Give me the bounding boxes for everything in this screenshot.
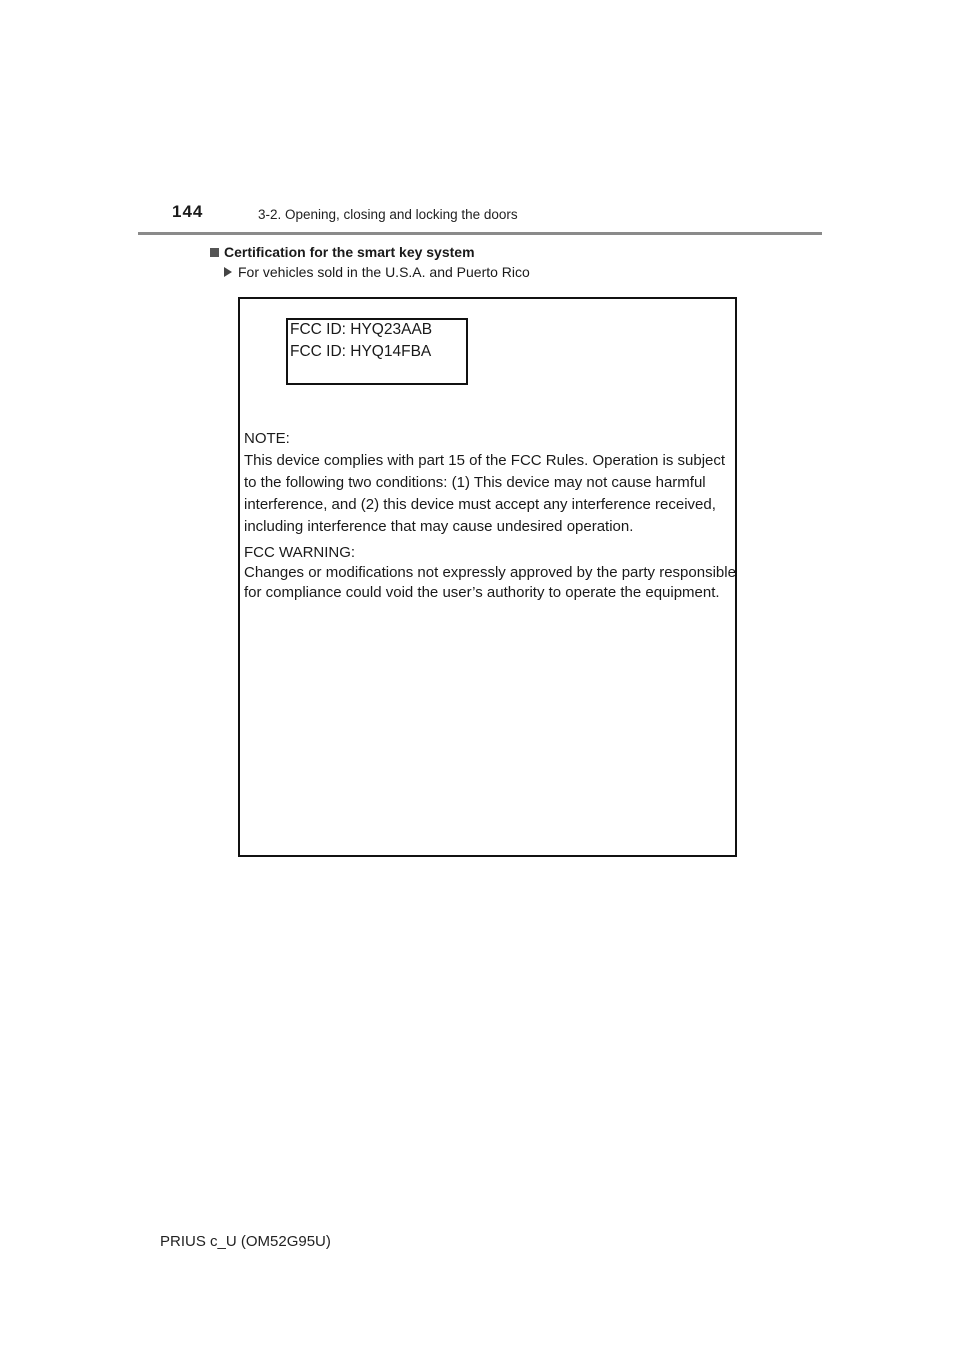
note-heading: NOTE: (244, 430, 290, 447)
note-body: This device complies with part 15 of the FCC Rules. Operation is subject to the following two conditions: (1) This device may not cause harmful interference, and (2) this device must accept any interference received, including interference that may cause undesired operation. (244, 452, 726, 535)
footer-model-code: PRIUS c_U (OM52G95U) (160, 1233, 331, 1250)
fcc-id-line: FCC ID: HYQ14FBA (290, 343, 432, 360)
bullet-item-text: For vehicles sold in the U.S.A. and Puerto Rico (238, 264, 530, 280)
warning-body: Changes or modifications not expressly approved by the party responsible for compliance could void the user’s authority to operate the equipment. (244, 564, 736, 601)
triangle-bullet-icon (224, 267, 232, 277)
fcc-note (244, 428, 736, 538)
subsection-heading-text: Certification for the smart key system (224, 244, 475, 260)
fcc-id-box (286, 318, 468, 385)
section-title: 3-2. Opening, closing and locking the doors (258, 207, 518, 222)
page-number: 144 (172, 202, 204, 221)
bullet-item (224, 264, 530, 280)
warning-heading: FCC WARNING: (244, 544, 356, 561)
subsection-heading (210, 244, 475, 260)
header-divider (138, 232, 822, 235)
fcc-warning (244, 543, 736, 603)
fcc-id-line: FCC ID: HYQ23AAB (290, 321, 433, 338)
square-bullet-icon (210, 248, 219, 257)
